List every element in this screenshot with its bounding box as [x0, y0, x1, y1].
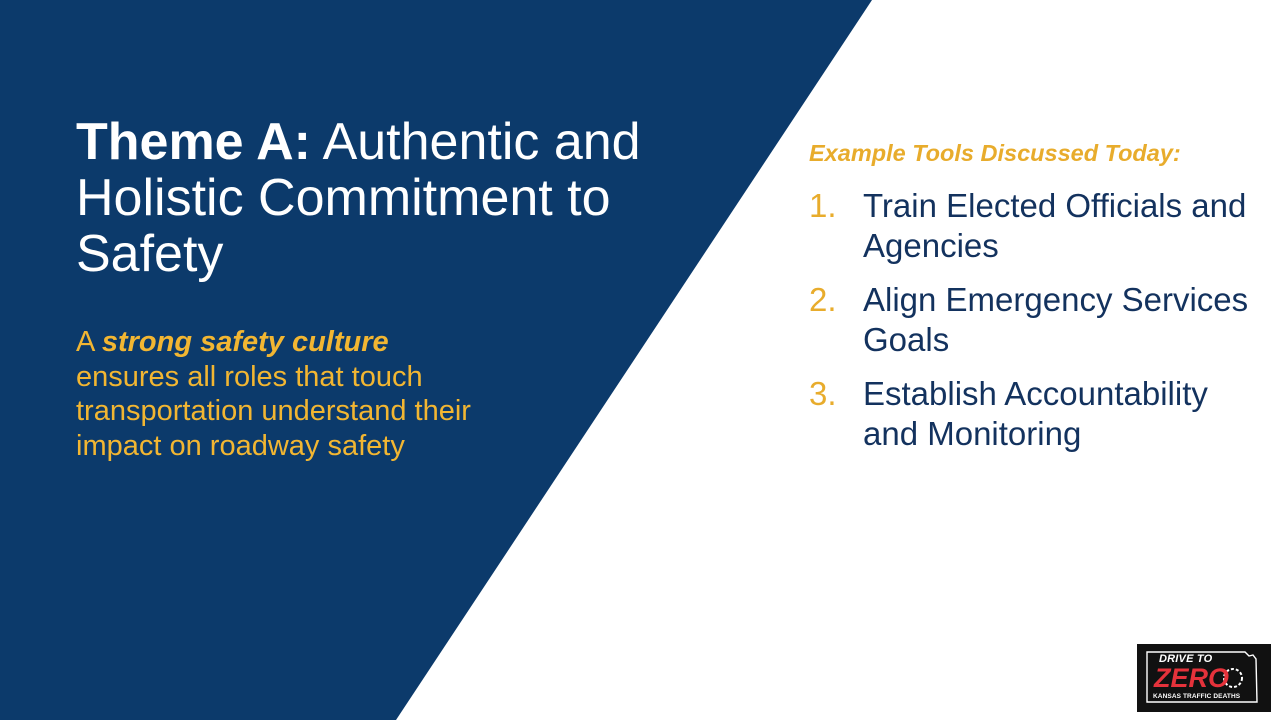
title-text: Authentic and Holistic Commitment to Safety	[76, 113, 641, 283]
list-item-number: 1.	[809, 187, 837, 224]
list-item-text: Align Emergency Services Goals	[863, 281, 1249, 358]
description-text: ensures all roles that touch transportation understand their impact on roadway safety	[76, 360, 471, 462]
logo-text-zero: ZERO	[1154, 663, 1230, 693]
tools-list	[809, 186, 1249, 468]
list-item-text: Train Elected Officials and Agencies	[863, 187, 1247, 264]
list-item	[809, 280, 1249, 360]
logo-text-tagline: KANSAS TRAFFIC DEATHS	[1153, 693, 1241, 700]
drive-to-zero-logo	[1137, 644, 1271, 712]
list-item	[809, 374, 1249, 454]
description-emphasis: strong safety culture	[101, 326, 389, 358]
list-item-number: 3.	[809, 375, 837, 412]
list-item-text: Establish Accountability and Monitoring	[863, 375, 1208, 452]
description-lead: A	[76, 326, 102, 358]
list-item	[809, 186, 1249, 266]
tools-heading: Example Tools Discussed Today:	[809, 140, 1181, 166]
list-item-number: 2.	[809, 281, 837, 318]
logo-text-drive-to: DRIVE TO	[1159, 653, 1213, 665]
theme-description	[76, 325, 496, 463]
slide-title	[76, 114, 696, 282]
title-theme-label: Theme A:	[76, 113, 311, 171]
